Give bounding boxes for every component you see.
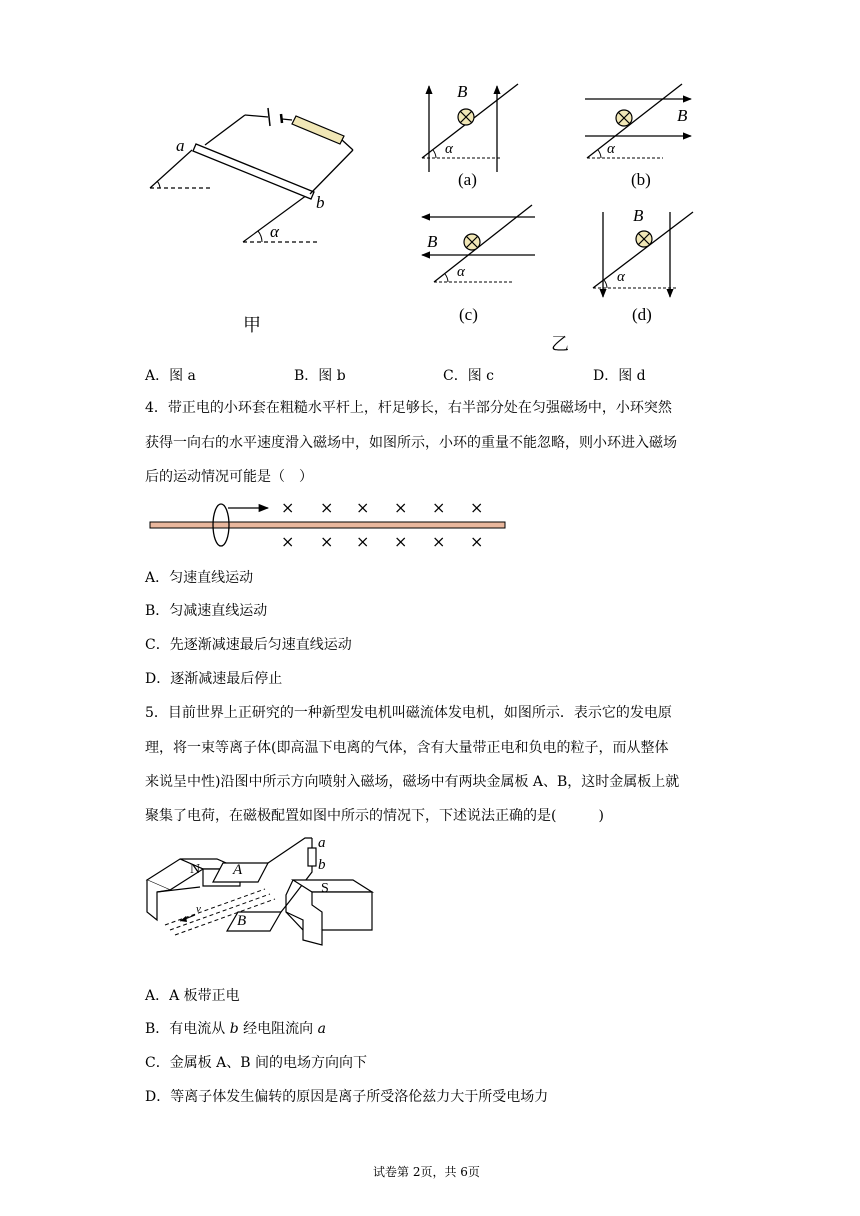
field-x: × — [470, 532, 484, 551]
field-x: × — [356, 498, 370, 517]
velocity-label: v — [196, 903, 201, 915]
field-x: × — [320, 532, 334, 551]
magnet-n-label: N — [190, 862, 201, 877]
q3-option-a[interactable]: A．图 a — [145, 368, 196, 384]
q4-option-b[interactable]: B．匀减速直线运动 — [145, 603, 268, 619]
q5-option-d[interactable]: D．等离子体发生偏转的原因是离子所受洛伦兹力大于所受电场力 — [145, 1089, 549, 1105]
b-label-a: B — [457, 82, 468, 101]
plate-b-label: B — [237, 913, 247, 929]
q5-stem-line-4: 聚集了电荷，在磁极配置如图中所示的情况下，下述说法正确的是( ) — [145, 808, 604, 824]
q4-stem-line-2: 获得一向右的水平速度滑入磁场中，如图所示，小环的重量不能忽略，则小环进入磁场 — [145, 435, 677, 451]
alpha-label-b: α — [607, 141, 615, 157]
q5-option-b-b: b — [229, 1021, 239, 1037]
subcaption-c: (c) — [459, 305, 478, 324]
resistor-a-label: a — [318, 835, 326, 851]
q3-option-b[interactable]: B．图 b — [294, 368, 346, 384]
magnet-s-label: S — [321, 881, 329, 896]
field-x: × — [281, 498, 295, 517]
label-alpha-jia: α — [270, 222, 279, 241]
q4-stem-line-3: 后的运动情况可能是（ ） — [145, 469, 313, 485]
caption-jia: 甲 — [243, 315, 261, 335]
field-x: × — [470, 498, 484, 517]
field-x: × — [281, 532, 295, 551]
q3-option-c[interactable]: C．图 c — [443, 368, 495, 384]
q4-stem-line-1: 4．带正电的小环套在粗糙水平杆上，杆足够长，右半部分处在匀强磁场中，小环突然 — [145, 400, 672, 416]
field-x: × — [432, 532, 446, 551]
q5-option-b-a: a — [317, 1021, 326, 1037]
page-footer: 试卷第 2页，共 6页 — [373, 1165, 480, 1179]
q3-option-d[interactable]: D．图 d — [593, 368, 646, 384]
field-x: × — [320, 498, 334, 517]
caption-yi: 乙 — [551, 334, 569, 354]
alpha-label-a: α — [445, 141, 453, 157]
q4-option-a[interactable]: A．匀速直线运动 — [145, 570, 254, 586]
b-label-b: B — [677, 106, 688, 125]
q5-stem-line-2: 理，将一束等离子体(即高温下电离的气体，含有大量带正电和负电的粒子，而从整体 — [145, 740, 669, 756]
subcaption-d: (d) — [632, 305, 652, 324]
plate-a-label: A — [233, 862, 243, 878]
label-b: b — [316, 193, 325, 212]
field-x: × — [394, 532, 408, 551]
field-x: × — [432, 498, 446, 517]
q5-stem-line-1: 5．目前世界上正研究的一种新型发电机叫磁流体发电机，如图所示．表示它的发电原 — [145, 705, 672, 721]
alpha-label-c: α — [457, 264, 465, 280]
q5-option-b[interactable] — [145, 1019, 326, 1039]
q5-option-b-pre: B．有电流从 — [145, 1021, 230, 1037]
field-x: × — [356, 532, 370, 551]
subcaption-b: (b) — [631, 170, 651, 189]
alpha-label-d: α — [617, 269, 625, 285]
q5-option-c[interactable]: C．金属板 A、B 间的电场方向向下 — [145, 1055, 368, 1071]
q5-option-a[interactable]: A．A 板带正电 — [145, 988, 240, 1004]
subcaption-a: (a) — [458, 170, 477, 189]
q5-option-b-mid: 经电阻流向 — [238, 1021, 318, 1037]
b-label-d: B — [633, 206, 644, 225]
q4-option-d[interactable]: D．逐渐减速最后停止 — [145, 671, 283, 687]
resistor-b-label: b — [318, 857, 326, 873]
q4-option-c[interactable]: C．先逐渐减速最后匀速直线运动 — [145, 637, 352, 653]
q5-stem-line-3: 来说呈中性)沿图中所示方向喷射入磁场，磁场中有两块金属板 A、B，这时金属板上就 — [145, 774, 680, 790]
field-x: × — [394, 498, 408, 517]
label-a: a — [176, 136, 185, 155]
b-label-c: B — [427, 232, 438, 251]
